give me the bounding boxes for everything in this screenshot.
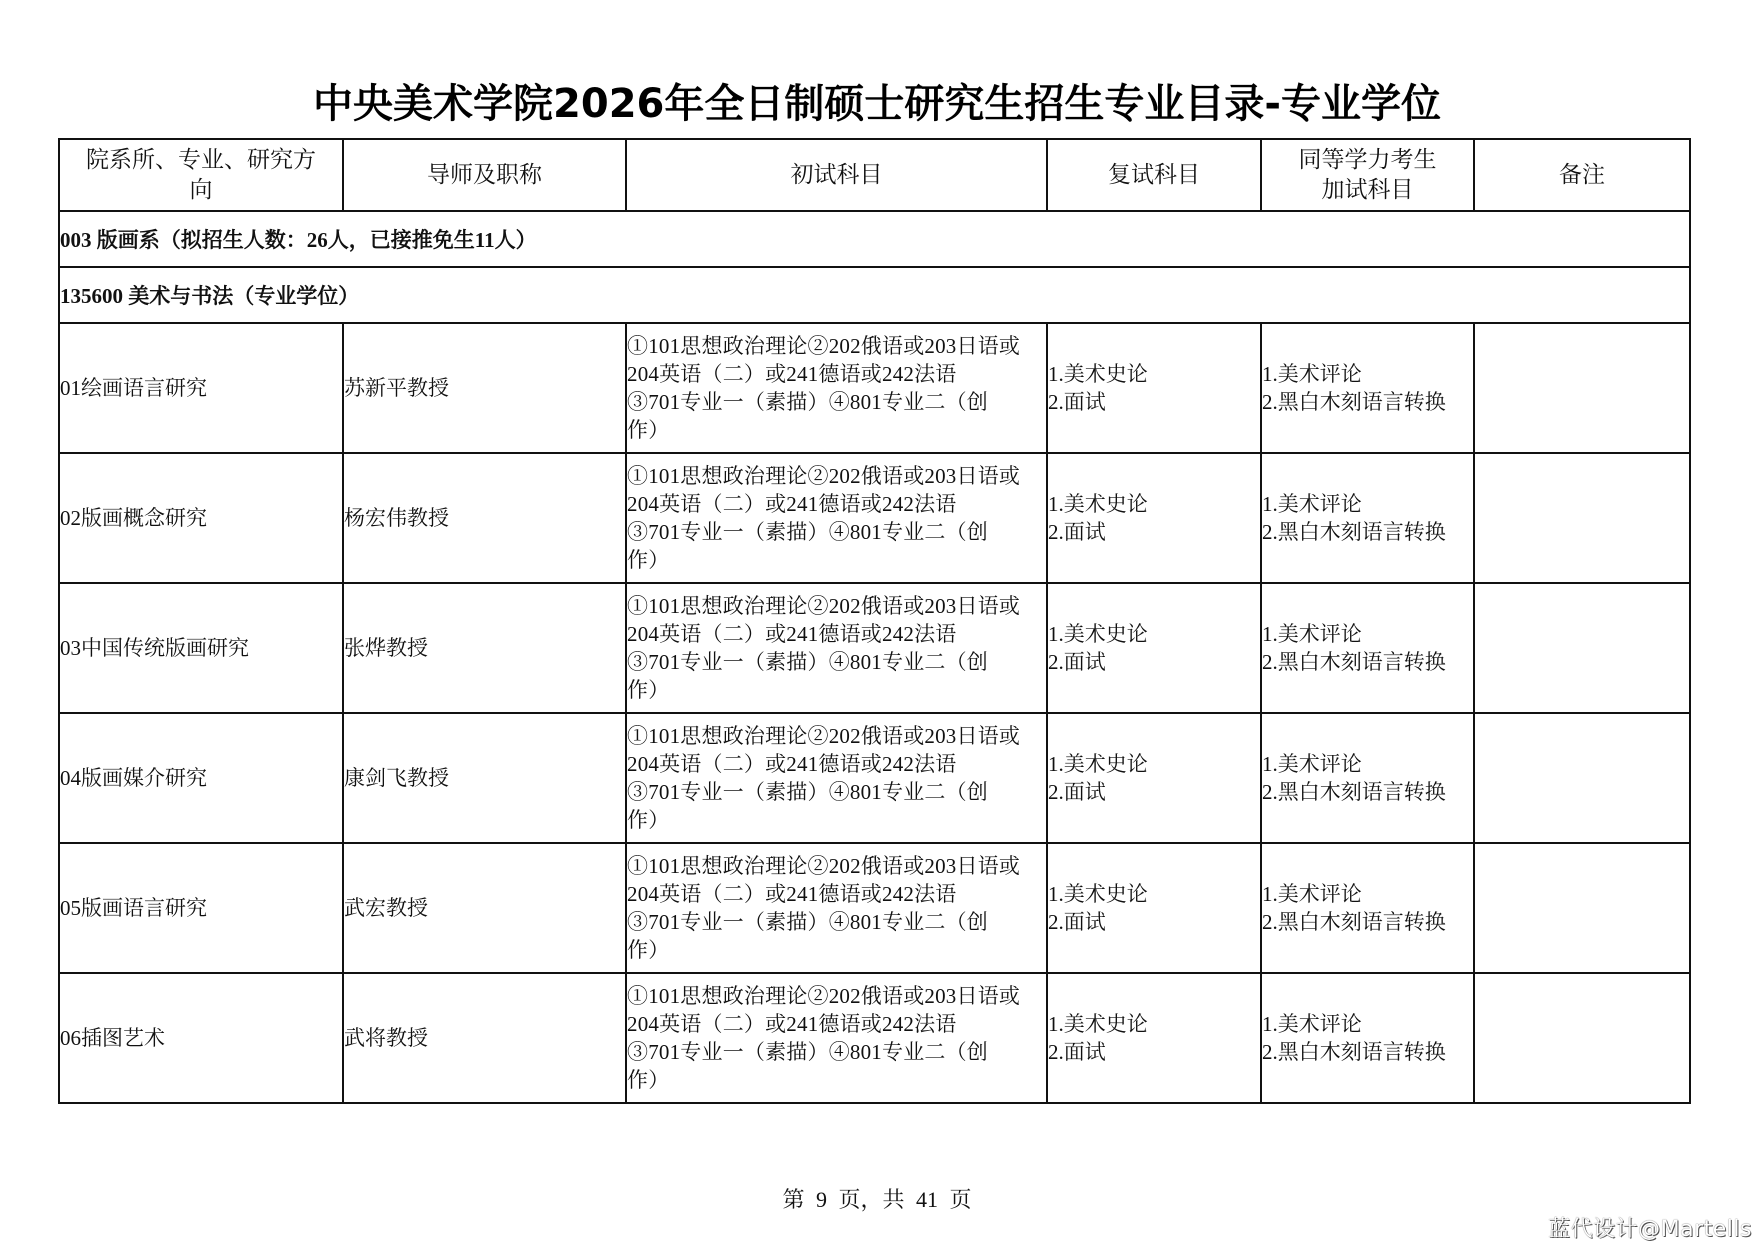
table-row [59,323,1690,453]
initial-exam-cell-line: 作） [627,938,670,962]
page-indicator: 第 9 页，共 41 页 [782,1187,972,1212]
header-label: 备注 [1559,162,1605,188]
remarks-cell [1474,453,1690,583]
equivalent-extra-cell [1261,713,1474,843]
direction-cell: 03中国传统版画研究 [59,583,343,713]
direction-cell: 04版画媒介研究 [59,713,343,843]
initial-exam-cell-line: ①101思想政治理论②202俄语或203日语或 [627,594,1021,618]
retest-cell-line: 2.面试 [1048,1040,1106,1064]
equivalent-extra-cell [1261,583,1474,713]
header-label: 院系所、专业、研究方 [86,147,316,173]
initial-exam-cell-line: ③701专业一（素描）④801专业二（创 [627,1040,988,1064]
table-row [59,583,1690,713]
equivalent-extra-cell [1261,843,1474,973]
initial-exam-cell-line: ③701专业一（素描）④801专业二（创 [627,520,988,544]
retest-cell-line: 2.面试 [1048,520,1106,544]
retest-cell-line: 1.美术史论 [1048,492,1148,516]
equivalent-extra-cell-line: 2.黑白木刻语言转换 [1262,650,1446,674]
header-initial-exam [626,139,1047,211]
table-row [59,713,1690,843]
initial-exam-cell-line: 204英语（二）或241德语或242法语 [627,622,957,646]
retest-cell-line: 2.面试 [1048,910,1106,934]
header-label: 复试科目 [1108,162,1200,188]
advisor-cell: 张烨教授 [343,583,626,713]
initial-exam-cell-line: ③701专业一（素描）④801专业二（创 [627,910,988,934]
retest-cell-line: 1.美术史论 [1048,1012,1148,1036]
retest-cell-line: 1.美术史论 [1048,362,1148,386]
equivalent-extra-cell-line: 2.黑白木刻语言转换 [1262,390,1446,414]
header-retest [1047,139,1261,211]
equivalent-extra-cell-line: 2.黑白木刻语言转换 [1262,1040,1446,1064]
initial-exam-cell [626,323,1047,453]
initial-exam-cell [626,453,1047,583]
header-remarks [1474,139,1690,211]
equivalent-extra-cell-line: 1.美术评论 [1262,1012,1362,1036]
initial-exam-cell-line: ③701专业一（素描）④801专业二（创 [627,390,988,414]
initial-exam-cell-line: ①101思想政治理论②202俄语或203日语或 [627,854,1021,878]
equivalent-extra-cell [1261,973,1474,1103]
header-advisor [343,139,626,211]
header-label: 向 [189,177,213,203]
advisor-cell: 武宏教授 [343,843,626,973]
initial-exam-cell-line: ①101思想政治理论②202俄语或203日语或 [627,334,1021,358]
header-direction [59,139,343,211]
direction-cell: 06插图艺术 [59,973,343,1103]
equivalent-extra-cell-line: 1.美术评论 [1262,752,1362,776]
initial-exam-cell-line: ③701专业一（素描）④801专业二（创 [627,780,988,804]
retest-cell-line: 2.面试 [1048,780,1106,804]
initial-exam-cell-line: 204英语（二）或241德语或242法语 [627,752,957,776]
admissions-catalog-table [58,138,1691,1104]
advisor-cell: 康剑飞教授 [343,713,626,843]
retest-cell [1047,843,1261,973]
equivalent-extra-cell [1261,453,1474,583]
header-label: 初试科目 [790,162,883,188]
advisor-cell: 杨宏伟教授 [343,453,626,583]
remarks-cell [1474,583,1690,713]
initial-exam-cell-line: 作） [627,548,670,572]
retest-cell [1047,713,1261,843]
initial-exam-cell-line: ③701专业一（素描）④801专业二（创 [627,650,988,674]
watermark: 蓝代设计@Martells [1548,1217,1752,1242]
initial-exam-cell [626,713,1047,843]
equivalent-extra-cell-line: 2.黑白木刻语言转换 [1262,780,1446,804]
initial-exam-cell-line: ①101思想政治理论②202俄语或203日语或 [627,724,1021,748]
table-row [59,843,1690,973]
retest-cell [1047,973,1261,1103]
initial-exam-cell-line: 作） [627,1068,670,1092]
initial-exam-cell-line: 204英语（二）或241德语或242法语 [627,492,957,516]
retest-cell-line: 2.面试 [1048,650,1106,674]
major-row [59,267,1690,323]
header-label: 导师及职称 [427,162,542,188]
initial-exam-cell-line: ①101思想政治理论②202俄语或203日语或 [627,464,1021,488]
department-cell: 003 版画系（拟招生人数：26人，已接推免生11人） [59,211,1690,267]
initial-exam-cell-line: ①101思想政治理论②202俄语或203日语或 [627,984,1021,1008]
initial-exam-cell-line: 204英语（二）或241德语或242法语 [627,362,957,386]
initial-exam-cell-line: 作） [627,808,670,832]
header-equivalent-extra [1261,139,1474,211]
document-title: 中央美术学院2026年全日制硕士研究生招生专业目录-专业学位 [313,81,1441,127]
initial-exam-cell-line: 204英语（二）或241德语或242法语 [627,1012,957,1036]
initial-exam-cell-line: 204英语（二）或241德语或242法语 [627,882,957,906]
remarks-cell [1474,713,1690,843]
initial-exam-cell-line: 作） [627,418,670,442]
header-label: 同等学力考生 [1298,147,1437,173]
remarks-cell [1474,323,1690,453]
retest-cell-line: 2.面试 [1048,390,1106,414]
equivalent-extra-cell-line: 2.黑白木刻语言转换 [1262,520,1446,544]
retest-cell-line: 1.美术史论 [1048,882,1148,906]
table-header-row [59,139,1690,211]
retest-cell [1047,453,1261,583]
equivalent-extra-cell [1261,323,1474,453]
equivalent-extra-cell-line: 1.美术评论 [1262,362,1362,386]
remarks-cell [1474,843,1690,973]
advisor-cell: 武将教授 [343,973,626,1103]
direction-cell: 01绘画语言研究 [59,323,343,453]
initial-exam-cell [626,973,1047,1103]
direction-cell: 05版画语言研究 [59,843,343,973]
department-row [59,211,1690,267]
advisor-cell: 苏新平教授 [343,323,626,453]
equivalent-extra-cell-line: 1.美术评论 [1262,882,1362,906]
initial-exam-cell [626,583,1047,713]
header-label: 加试科目 [1321,177,1414,203]
retest-cell [1047,323,1261,453]
retest-cell [1047,583,1261,713]
table-row [59,453,1690,583]
retest-cell-line: 1.美术史论 [1048,752,1148,776]
retest-cell-line: 1.美术史论 [1048,622,1148,646]
equivalent-extra-cell-line: 1.美术评论 [1262,492,1362,516]
remarks-cell [1474,973,1690,1103]
initial-exam-cell [626,843,1047,973]
equivalent-extra-cell-line: 1.美术评论 [1262,622,1362,646]
direction-cell: 02版画概念研究 [59,453,343,583]
major-cell: 135600 美术与书法（专业学位） [59,267,1690,323]
equivalent-extra-cell-line: 2.黑白木刻语言转换 [1262,910,1446,934]
initial-exam-cell-line: 作） [627,678,670,702]
table-row [59,973,1690,1103]
